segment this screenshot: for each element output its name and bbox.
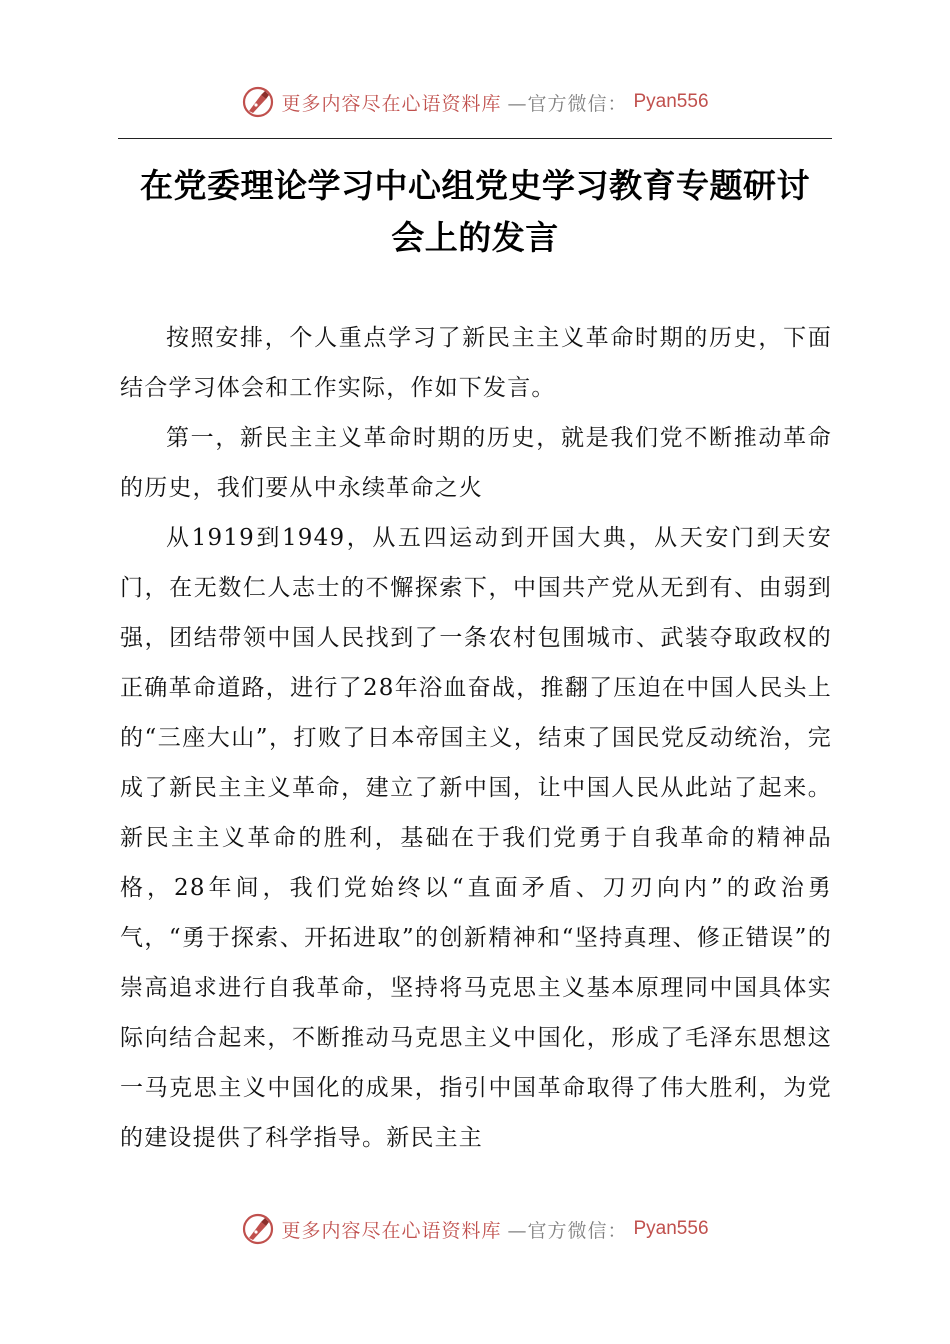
wechat-id: Pyan556 [633,1218,709,1239]
document-title [118,160,832,264]
title-line-2: 会上的发言 [391,218,559,257]
title-line-1: 在党委理论学习中心组党史学习教育专题研讨 [140,166,810,205]
document-body [120,313,832,1163]
brand-text: 更多内容尽在心语资料库 [281,1219,502,1242]
header-divider [118,138,832,139]
header-watermark [0,82,950,122]
wechat-id: Pyan556 [633,91,709,112]
pen-nib-circle-icon [241,1212,275,1246]
paragraph-1: 按照安排，个人重点学习了新民主主义革命时期的历史，下面结合学习体会和工作实际，作如下发言。 [120,325,832,401]
brand-text: 更多内容尽在心语资料库 [281,92,502,115]
brand-separator: —官方微信： [507,1219,628,1242]
footer-watermark [0,1209,950,1249]
paragraph-3: 从1919到1949，从五四运动到开国大典，从天安门到天安门，在无数仁人志士的不懈探索下，中国共产党从无到有、由弱到强，团结带领中国人民找到了一条农村包围城市、武装夺取政权的正确革命道路，进行了28年浴血奋战，推翻了压迫在中国人民头上的“三座大山”，打败了日本帝国主义，结束了国民党反动统治，完成了新民主主义革命，建立了新中国，让中国人民从此站了起来。新民主主义革命的胜利，基础在于我们党勇于自我革命的精神品格，28年间，我们党始终以“直面矛盾、刀刃向内”的政治勇气，“勇于探索、开拓进取”的创新精神和“坚持真理、修正错误”的崇高追求进行自我革命，坚持将马克思主义基本原理同中国具体实际向结合起来，不断推动马克思主义中国化，形成了毛泽东思想这一马克思主义中国化的成果，指引中国革命取得了伟大胜利，为党的建设提供了科学指导。新民主主 [120,525,832,1151]
brand-separator: —官方微信： [507,92,628,115]
pen-nib-circle-icon [241,85,275,119]
paragraph-2: 第一，新民主主义革命时期的历史，就是我们党不断推动革命的历史，我们要从中永续革命之火 [120,425,832,501]
